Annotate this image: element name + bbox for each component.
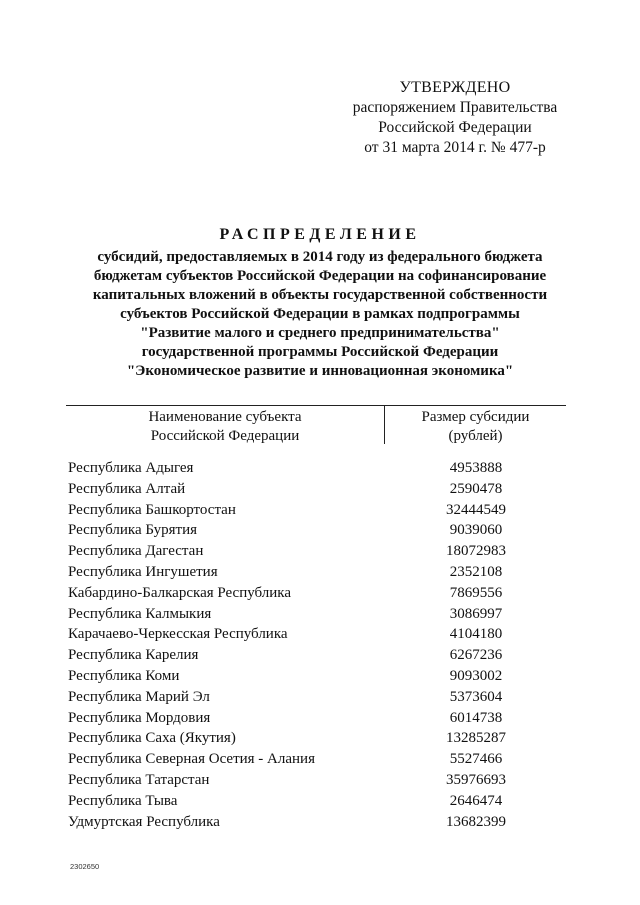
subtitle-line: субсидий, предоставляемых в 2014 году из федерального бюджета [97,249,543,265]
subtitle-line: государственной программы Российской Федерации [141,344,499,360]
subtitle-line: капитальных вложений в объекты государственной собственности [92,287,548,303]
table-header [66,405,566,446]
subsidy-amount: 13682399 [446,813,506,830]
table-row [66,749,566,770]
table-row [66,666,566,687]
subject-name: Республика Коми [68,667,180,684]
subtitle-line: "Экономическое развитие и инновационная экономика" [126,363,514,379]
subject-name: Республика Ингушетия [68,563,218,580]
subject-name: Республика Дагестан [68,543,204,560]
table-row [66,583,566,604]
subject-name: Кабардино-Балкарская Республика [68,584,292,601]
approval-block [330,78,580,158]
table-row [66,500,566,521]
subject-name: Республика Калмыкия [68,605,212,622]
subtitle-line: "Развитие малого и среднего предпринимательства" [140,325,500,341]
subject-name: Карачаево-Черкесская Республика [68,626,288,643]
header-subsidy-amount [385,408,566,446]
subject-name: Удмуртская Республика [68,813,220,830]
table-row [66,812,566,833]
subject-name: Республика Марий Эл [68,688,210,705]
approval-line-1: распоряжением Правительства [352,99,558,116]
subsidy-amount: 7869556 [449,584,503,601]
table-row [66,458,566,479]
table-row [66,645,566,666]
subsidy-amount: 32444549 [446,501,506,518]
subsidy-amount: 35976693 [446,771,506,788]
subsidy-amount: 4953888 [449,460,503,476]
subtitle-line: бюджетам субъектов Российской Федерации на софинансирование [93,268,547,284]
approval-line-2: Российской Федерации [378,119,532,136]
table-row [66,791,566,812]
subsidy-amount: 9093002 [449,667,503,684]
table-row [66,479,566,500]
subject-name: Республика Татарстан [68,771,210,788]
table-row [66,708,566,729]
table-row [66,562,566,583]
subject-name: Республика Тыва [68,792,178,809]
subject-name: Республика Карелия [68,647,199,664]
document-code: 2302650 [70,862,100,871]
document-subtitle [60,248,580,381]
subsidy-amount: 2646474 [449,792,503,809]
header-amount-line: (рублей) [448,428,503,444]
subject-name: Республика Саха (Якутия) [68,730,236,747]
header-subject-line: Наименование субъекта [148,409,302,425]
approval-heading: УТВЕРЖДЕНО [399,79,511,96]
subject-name: Республика Башкортостан [68,501,236,518]
table-row [66,624,566,645]
subsidy-amount: 2352108 [449,563,503,580]
header-amount-line: Размер субсидии [421,409,530,425]
header-subject-name [66,408,384,446]
document-title: РАСПРЕДЕЛЕНИЕ [219,226,421,243]
subtitle-line: субъектов Российской Федерации в рамках подпрограммы [120,306,520,322]
subsidy-amount: 4104180 [449,626,503,643]
subsidy-amount: 18072983 [446,543,506,560]
subject-name: Республика Северная Осетия - Алания [68,751,315,768]
table-row [66,541,566,562]
header-subject-line: Российской Федерации [150,428,300,444]
subsidy-amount: 6267236 [449,647,503,664]
subsidy-amount: 6014738 [449,709,503,726]
subject-name: Республика Бурятия [68,522,198,539]
subsidy-amount: 3086997 [449,605,503,622]
table-row [66,520,566,541]
approval-line-3: от 31 марта 2014 г. № 477-р [364,139,546,156]
table-row [66,770,566,791]
subsidy-amount: 5527466 [449,751,503,768]
subsidy-amount: 5373604 [449,688,503,705]
table-row [66,604,566,625]
table-body [66,458,566,832]
subsidy-amount: 2590478 [449,480,503,497]
subsidy-amount: 13285287 [446,730,506,747]
subsidy-amount: 9039060 [449,522,503,539]
subject-name: Республика Адыгея [68,460,194,476]
subject-name: Республика Мордовия [68,709,211,726]
table-row [66,728,566,749]
subject-name: Республика Алтай [68,480,186,497]
table-row [66,687,566,708]
